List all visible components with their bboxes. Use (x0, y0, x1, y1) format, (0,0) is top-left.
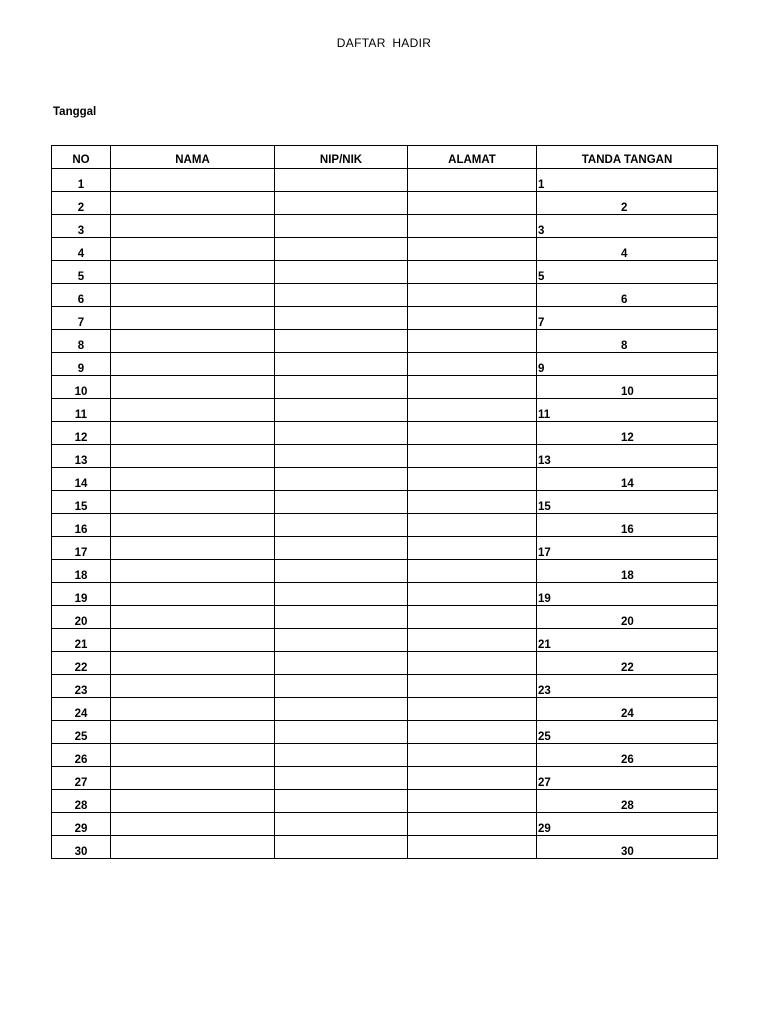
nip-nik-cell[interactable] (275, 284, 408, 307)
row-number: 21 (52, 629, 111, 652)
address-cell[interactable] (408, 652, 537, 675)
address-cell[interactable] (408, 261, 537, 284)
nip-nik-cell[interactable] (275, 261, 408, 284)
nip-nik-cell[interactable] (275, 813, 408, 836)
name-cell[interactable] (111, 767, 275, 790)
signature-cell[interactable]: 4 (537, 238, 718, 261)
address-cell[interactable] (408, 629, 537, 652)
address-cell[interactable] (408, 744, 537, 767)
row-number: 7 (52, 307, 111, 330)
name-cell[interactable] (111, 169, 275, 192)
name-cell[interactable] (111, 284, 275, 307)
table-row (52, 836, 718, 859)
table-row (52, 721, 718, 744)
row-number: 6 (52, 284, 111, 307)
address-cell[interactable] (408, 767, 537, 790)
row-number: 11 (52, 399, 111, 422)
signature-cell[interactable]: 5 (537, 261, 718, 284)
nip-nik-cell[interactable] (275, 353, 408, 376)
signature-cell[interactable]: 29 (537, 813, 718, 836)
address-cell[interactable] (408, 537, 537, 560)
name-cell[interactable] (111, 721, 275, 744)
nip-nik-cell[interactable] (275, 675, 408, 698)
row-number: 12 (52, 422, 111, 445)
signature-cell[interactable]: 27 (537, 767, 718, 790)
signature-cell[interactable]: 6 (537, 284, 718, 307)
address-cell[interactable] (408, 721, 537, 744)
row-number: 5 (52, 261, 111, 284)
nip-nik-cell[interactable] (275, 307, 408, 330)
nip-nik-cell[interactable] (275, 652, 408, 675)
header-row (52, 146, 718, 169)
row-number: 16 (52, 514, 111, 537)
name-cell[interactable] (111, 261, 275, 284)
table-row (52, 215, 718, 238)
address-cell[interactable] (408, 169, 537, 192)
nip-nik-cell[interactable] (275, 744, 408, 767)
address-cell[interactable] (408, 376, 537, 399)
signature-cell[interactable]: 11 (537, 399, 718, 422)
name-cell[interactable] (111, 376, 275, 399)
table-row (52, 514, 718, 537)
row-number: 10 (52, 376, 111, 399)
address-cell[interactable] (408, 836, 537, 859)
signature-cell[interactable]: 10 (537, 376, 718, 399)
nip-nik-cell[interactable] (275, 215, 408, 238)
row-number: 15 (52, 491, 111, 514)
nip-nik-cell[interactable] (275, 767, 408, 790)
row-number: 27 (52, 767, 111, 790)
address-cell[interactable] (408, 238, 537, 261)
address-cell[interactable] (408, 422, 537, 445)
address-cell[interactable] (408, 606, 537, 629)
signature-cell[interactable]: 28 (537, 790, 718, 813)
row-number: 20 (52, 606, 111, 629)
signature-cell[interactable]: 2 (537, 192, 718, 215)
nip-nik-cell[interactable] (275, 192, 408, 215)
nip-nik-cell[interactable] (275, 537, 408, 560)
address-cell[interactable] (408, 192, 537, 215)
row-number: 8 (52, 330, 111, 353)
row-number: 9 (52, 353, 111, 376)
address-cell[interactable] (408, 468, 537, 491)
name-cell[interactable] (111, 629, 275, 652)
nip-nik-cell[interactable] (275, 491, 408, 514)
signature-cell[interactable]: 21 (537, 629, 718, 652)
row-number: 28 (52, 790, 111, 813)
name-cell[interactable] (111, 537, 275, 560)
date-label: Tanggal (53, 106, 97, 118)
table-row (52, 399, 718, 422)
table-row (52, 468, 718, 491)
table-row (52, 422, 718, 445)
signature-cell[interactable]: 3 (537, 215, 718, 238)
signature-cell[interactable]: 16 (537, 514, 718, 537)
nip-nik-cell[interactable] (275, 629, 408, 652)
table-row (52, 445, 718, 468)
name-cell[interactable] (111, 744, 275, 767)
address-cell[interactable] (408, 353, 537, 376)
row-number: 24 (52, 698, 111, 721)
name-cell[interactable] (111, 399, 275, 422)
row-number: 19 (52, 583, 111, 606)
table-row (52, 583, 718, 606)
table-row (52, 238, 718, 261)
column-header-nip-nik: NIP/NIK (275, 146, 408, 169)
signature-cell[interactable]: 25 (537, 721, 718, 744)
nip-nik-cell[interactable] (275, 698, 408, 721)
row-number: 14 (52, 468, 111, 491)
name-cell[interactable] (111, 836, 275, 859)
nip-nik-cell[interactable] (275, 836, 408, 859)
column-header-tanda-tangan: TANDA TANGAN (537, 146, 718, 169)
nip-nik-cell[interactable] (275, 468, 408, 491)
nip-nik-cell[interactable] (275, 330, 408, 353)
address-cell[interactable] (408, 675, 537, 698)
table-row (52, 537, 718, 560)
row-number: 29 (52, 813, 111, 836)
signature-cell[interactable]: 30 (537, 836, 718, 859)
nip-nik-cell[interactable] (275, 376, 408, 399)
signature-cell[interactable]: 19 (537, 583, 718, 606)
address-cell[interactable] (408, 215, 537, 238)
address-cell[interactable] (408, 330, 537, 353)
row-number: 3 (52, 215, 111, 238)
row-number: 26 (52, 744, 111, 767)
table-row (52, 353, 718, 376)
name-cell[interactable] (111, 422, 275, 445)
name-cell[interactable] (111, 330, 275, 353)
address-cell[interactable] (408, 445, 537, 468)
address-cell[interactable] (408, 790, 537, 813)
table-row (52, 169, 718, 192)
document-title: DAFTAR HADIR (336, 36, 432, 50)
name-cell[interactable] (111, 560, 275, 583)
nip-nik-cell[interactable] (275, 169, 408, 192)
table-row (52, 675, 718, 698)
name-cell[interactable] (111, 606, 275, 629)
signature-cell[interactable]: 13 (537, 445, 718, 468)
name-cell[interactable] (111, 698, 275, 721)
nip-nik-cell[interactable] (275, 606, 408, 629)
name-cell[interactable] (111, 675, 275, 698)
name-cell[interactable] (111, 813, 275, 836)
table-row (52, 284, 718, 307)
name-cell[interactable] (111, 652, 275, 675)
table-row (52, 261, 718, 284)
signature-cell[interactable]: 24 (537, 698, 718, 721)
nip-nik-cell[interactable] (275, 445, 408, 468)
name-cell[interactable] (111, 215, 275, 238)
column-header-nama: NAMA (111, 146, 275, 169)
row-number: 17 (52, 537, 111, 560)
name-cell[interactable] (111, 445, 275, 468)
table-row (52, 744, 718, 767)
table-row (52, 192, 718, 215)
table-row (52, 698, 718, 721)
signature-cell[interactable]: 18 (537, 560, 718, 583)
attendance-table (51, 145, 718, 859)
address-cell[interactable] (408, 698, 537, 721)
row-number: 23 (52, 675, 111, 698)
table-body (52, 169, 718, 859)
signature-cell[interactable]: 7 (537, 307, 718, 330)
nip-nik-cell[interactable] (275, 238, 408, 261)
nip-nik-cell[interactable] (275, 583, 408, 606)
nip-nik-cell[interactable] (275, 790, 408, 813)
signature-cell[interactable]: 23 (537, 675, 718, 698)
signature-cell[interactable]: 17 (537, 537, 718, 560)
table-row (52, 606, 718, 629)
name-cell[interactable] (111, 238, 275, 261)
table-row (52, 813, 718, 836)
table-row (52, 652, 718, 675)
table-row (52, 790, 718, 813)
signature-cell[interactable]: 1 (537, 169, 718, 192)
name-cell[interactable] (111, 583, 275, 606)
nip-nik-cell[interactable] (275, 422, 408, 445)
row-number: 25 (52, 721, 111, 744)
name-cell[interactable] (111, 790, 275, 813)
table-row (52, 376, 718, 399)
row-number: 18 (52, 560, 111, 583)
table-row (52, 560, 718, 583)
column-header-alamat: ALAMAT (408, 146, 537, 169)
row-number: 4 (52, 238, 111, 261)
signature-cell[interactable]: 26 (537, 744, 718, 767)
name-cell[interactable] (111, 491, 275, 514)
address-cell[interactable] (408, 813, 537, 836)
address-cell[interactable] (408, 583, 537, 606)
address-cell[interactable] (408, 284, 537, 307)
address-cell[interactable] (408, 560, 537, 583)
row-number: 22 (52, 652, 111, 675)
address-cell[interactable] (408, 514, 537, 537)
address-cell[interactable] (408, 307, 537, 330)
name-cell[interactable] (111, 514, 275, 537)
signature-cell[interactable]: 9 (537, 353, 718, 376)
signature-cell[interactable]: 20 (537, 606, 718, 629)
table-row (52, 330, 718, 353)
nip-nik-cell[interactable] (275, 399, 408, 422)
row-number: 2 (52, 192, 111, 215)
nip-nik-cell[interactable] (275, 560, 408, 583)
name-cell[interactable] (111, 353, 275, 376)
signature-cell[interactable]: 12 (537, 422, 718, 445)
table-row (52, 629, 718, 652)
name-cell[interactable] (111, 192, 275, 215)
signature-cell[interactable]: 15 (537, 491, 718, 514)
name-cell[interactable] (111, 468, 275, 491)
address-cell[interactable] (408, 399, 537, 422)
signature-cell[interactable]: 8 (537, 330, 718, 353)
signature-cell[interactable]: 22 (537, 652, 718, 675)
address-cell[interactable] (408, 491, 537, 514)
table-row (52, 307, 718, 330)
row-number: 13 (52, 445, 111, 468)
table-row (52, 767, 718, 790)
row-number: 1 (52, 169, 111, 192)
column-header-no: NO (52, 146, 111, 169)
name-cell[interactable] (111, 307, 275, 330)
signature-cell[interactable]: 14 (537, 468, 718, 491)
nip-nik-cell[interactable] (275, 721, 408, 744)
table-row (52, 491, 718, 514)
row-number: 30 (52, 836, 111, 859)
nip-nik-cell[interactable] (275, 514, 408, 537)
